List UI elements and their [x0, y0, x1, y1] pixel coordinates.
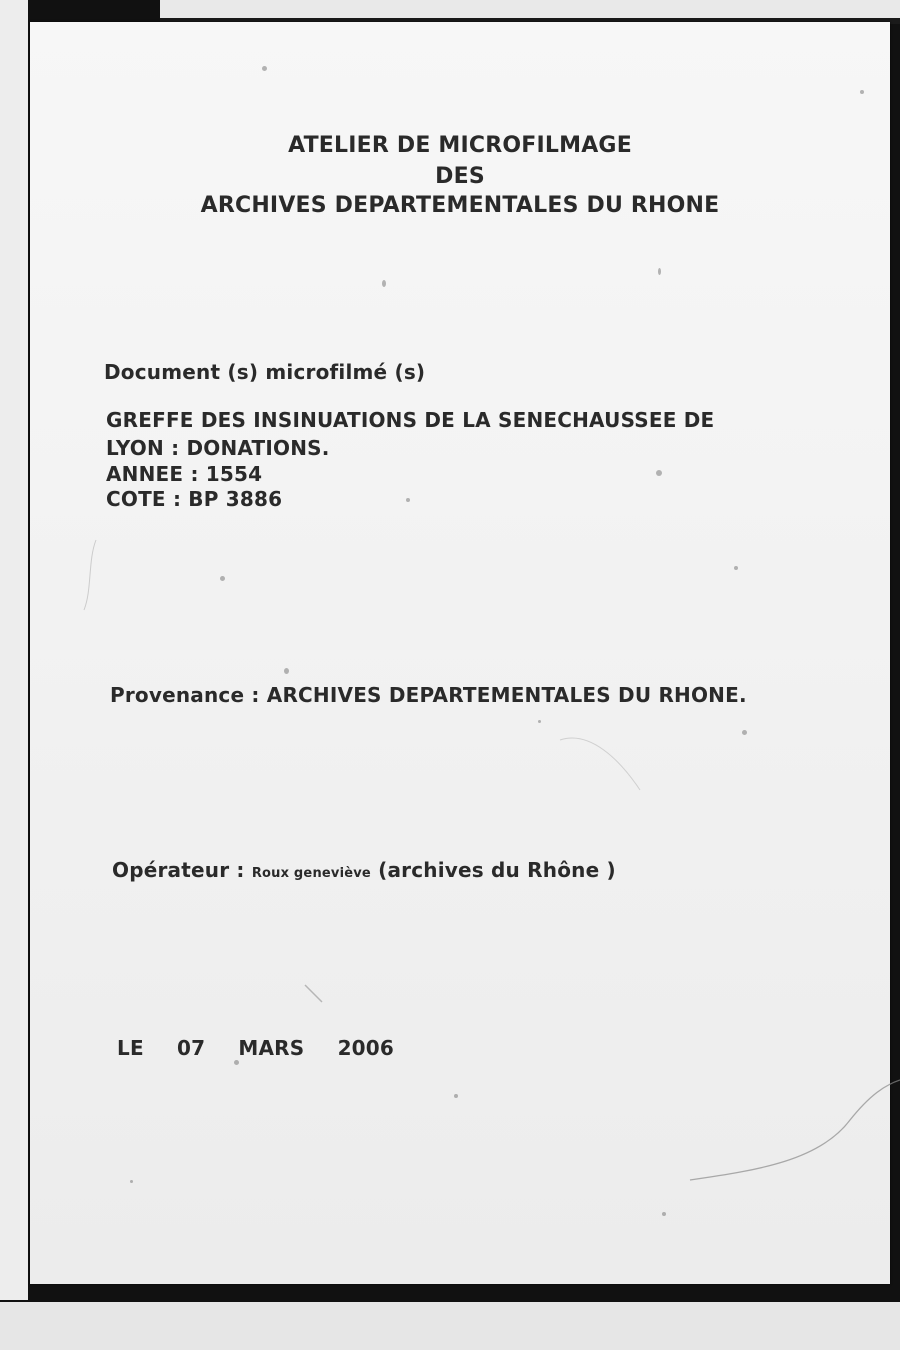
operateur-name: Roux geneviève [251, 866, 371, 881]
operateur-affiliation: (archives du Rhône ) [378, 858, 616, 882]
date-prefix: LE [117, 1036, 144, 1060]
document-cote: COTE : BP 3886 [106, 487, 283, 511]
document-annee: ANNEE : 1554 [106, 462, 263, 486]
provenance: Provenance : ARCHIVES DEPARTEMENTALES DU RHONE. [110, 683, 747, 707]
operateur-label: Opérateur : [112, 858, 245, 882]
document-title-line-2: LYON : DONATIONS. [106, 436, 330, 460]
date-month: MARS [238, 1036, 305, 1060]
date-line [117, 1036, 420, 1060]
header-line-3: ARCHIVES DEPARTEMENTALES DU RHONE [200, 193, 720, 218]
date-year: 2006 [337, 1036, 395, 1060]
document-title-line-1: GREFFE DES INSINUATIONS DE LA SENECHAUSSEE DE [106, 408, 715, 432]
operateur-line [112, 858, 616, 882]
date-day: 07 [176, 1036, 206, 1060]
document-label: Document (s) microfilmé (s) [104, 360, 426, 384]
header-line-1: ATELIER DE MICROFILMAGE [288, 133, 632, 158]
header-line-2: DES [435, 164, 485, 189]
